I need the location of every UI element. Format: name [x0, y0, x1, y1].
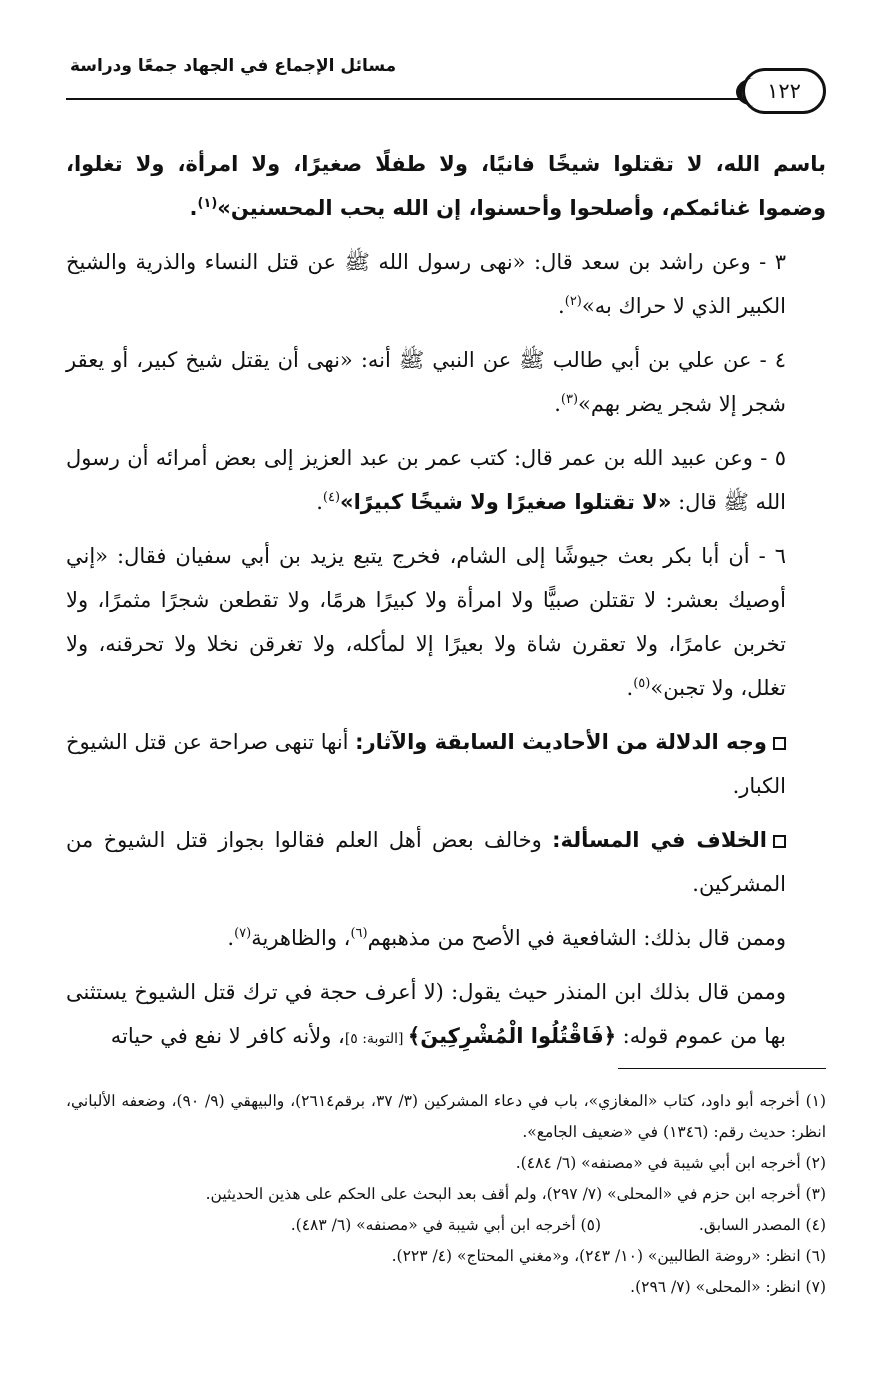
page-header	[0, 40, 885, 120]
section-heading: الخلاف في المسألة:	[552, 828, 767, 852]
main-text	[66, 142, 826, 1071]
paragraph-ibn-mundhir	[66, 970, 826, 1061]
footnote-7: (٧) انظر: «المحلى» (٧/ ٢٩٦).	[630, 1278, 826, 1296]
paragraph-text: وممن قال بذلك: الشافعية في الأصح من مذهبهم	[367, 926, 786, 950]
paragraph-proponents: وممن قال بذلك: الشافعية في الأصح من مذهبهم$^{(٦)}$، والظاهرية$^{(٧)}$.	[227, 926, 786, 950]
paragraph-text: عن النبي ﷺ أنه: «نهى أن يقتل شيخ كبير، أو يعقر شجر إلا شجر يضر بهم»	[66, 348, 786, 416]
square-bullet-icon	[773, 835, 786, 848]
running-title: مسائل الإجماع في الجهاد جمعًا ودراسة	[70, 56, 397, 76]
paragraph-text: وممن قال بذلك ابن المنذر حيث يقول: (لا أعرف حجة في ترك قتل الشيوخ يستثنى بها من عموم قوله:	[66, 980, 786, 1048]
paragraph-item-6: ٦ - أن أبا بكر بعث جيوشًا إلى الشام، فخرج يتبع يزيد بن أبي سفيان فقال: «إني أوصيك بعشر: لا تقتلن صبيًّا ولا امرأة ولا كبيرًا هرمًا، ولا تقطعن شجرًا مثمرًا، ولا تخربن عامرًا، ولا تعقرن شاة ولا بعيرًا إلا لمأكله، ولا تغرقن نخلا ولا تحرقنه، ولا تغلل، ولا تجبن»$^{(٥)}$.	[66, 544, 786, 700]
paragraph-text: ٤ - عن علي بن أبي طالب	[544, 348, 786, 372]
footnote-separator	[618, 1068, 826, 1069]
footnote-3: (٣) أخرجه ابن حزم في «المحلى» (٧/ ٢٩٧)، ولم أقف بعد البحث على الحكم على هذين الحديثين.	[205, 1185, 826, 1203]
quran-verse: ﴿فَاقْتُلُوا الْمُشْرِكِينَ﴾	[407, 1024, 616, 1048]
paragraph-item-3: ٣ - وعن راشد بن سعد قال: «نهى رسول الله ﷺ عن قتل النساء والذرية والشيخ الكبير الذي لا حراك به»$^{(٢)}$.	[66, 250, 786, 318]
paragraph-text: ٦ - أن أبا بكر بعث جيوشًا إلى الشام، فخرج يتبع يزيد بن أبي سفيان فقال: «إني أوصيك بعشر: لا تقتلن صبيًّا ولا امرأة ولا كبيرًا هرمًا، ولا تقطعن شجرًا مثمرًا، ولا تخربن عامرًا، ولا تعقرن شاة ولا بعيرًا إلا لمأكله، ولا تغرقن نخلا ولا تحرقنه، ولا تغلل، ولا تجبن»	[66, 544, 786, 700]
paragraph-text: وخالف بعض أهل العلم فقالوا بجواز قتل الشيوخ من المشركين.	[66, 828, 786, 896]
honorific-glyph: ﷺ	[519, 348, 545, 372]
paragraph-text: ٣ - وعن راشد بن سعد قال: «نهى رسول الله ﷺ عن قتل النساء والذرية والشيخ الكبير الذي لا حراك به»	[66, 250, 786, 318]
verse-reference: [التوبة: ٥]	[344, 1031, 408, 1047]
paragraph-item-5: ٥ - وعن عبيد الله بن عمر قال: كتب عمر بن عبد العزيز إلى بعض أمرائه أن رسول الله ﷺ قال: «لا تقتلوا صغيرًا ولا شيخًا كبيرًا»$^{(٤)}$.	[66, 446, 786, 514]
footnote-row	[66, 1210, 826, 1241]
section-heading: وجه الدلالة من الأحاديث السابقة والآثار:	[355, 730, 767, 754]
footnote-ref-2: (٢)	[564, 294, 582, 309]
footnotes	[66, 1086, 826, 1303]
paragraph-text: ، ولأنه كافر لا نفع في حياته	[110, 1024, 345, 1048]
paragraph-text: باسم الله، لا تقتلوا شيخًا فانيًا، ولا طفلًا صغيرًا، ولا امرأة، ولا تغلوا، وضموا غنائمكم، وأصلحوا وأحسنوا، إن الله يحب المحسنين»	[66, 152, 826, 220]
footnote-ref-3: (٣)	[560, 392, 579, 407]
footnote-2: (٢) أخرجه ابن أبي شيبة في «مصنفه» (٦/ ٤٨٤).	[515, 1154, 826, 1172]
footnote-6: (٦) انظر: «روضة الطالبين» (١٠/ ٢٤٣)، و«مغني المحتاج» (٤/ ٢٢٣).	[391, 1247, 826, 1265]
paragraph-evidence	[66, 720, 826, 808]
paragraph-text: ٥ - وعن عبيد الله بن عمر قال: كتب عمر بن عبد العزيز إلى بعض أمرائه أن رسول الله ﷺ قال:	[66, 446, 786, 514]
paragraph-text: ، والظاهرية	[251, 926, 351, 950]
footnote-ref-1: (١)	[197, 196, 218, 211]
paragraph-item-4: ٤ - عن علي بن أبي طالب ﷺ عن النبي ﷺ أنه: «نهى أن يقتل شيخ كبير، أو يعقر شجر إلا شجر يضر بهم»$^{(٣)}$.	[66, 348, 786, 416]
footnote-ref-5: (٥)	[633, 676, 651, 691]
paragraph-disagreement	[66, 818, 826, 906]
bold-quote: «لا تقتلوا صغيرًا ولا شيخًا كبيرًا»	[340, 490, 672, 514]
footnote-4: (٤) المصدر السابق.	[698, 1216, 826, 1234]
header-rule	[66, 98, 756, 100]
footnote-5: (٥) أخرجه ابن أبي شيبة في «مصنفه» (٦/ ٤٨٣).	[290, 1216, 601, 1234]
footnote-ref-6: (٦)	[350, 926, 368, 941]
footnote-ref-4: (٤)	[322, 490, 341, 505]
footnote-ref-7: (٧)	[234, 926, 252, 941]
paragraph-text: أنها تنهى صراحة عن قتل الشيوخ الكبار.	[66, 730, 786, 798]
page-number-badge	[742, 68, 826, 114]
footnote-1: (١) أخرجه أبو داود، كتاب «المغازي»، باب في دعاء المشركين (٣/ ٣٧، برقم٢٦١٤)، والبيهقي (٩/ ٩٠)، وضعفه الألباني، انظر: حديث رقم: (١٣٤٦) في «ضعيف الجامع».	[66, 1092, 827, 1141]
paragraph-hadith-continued: باسم الله، لا تقتلوا شيخًا فانيًا، ولا طفلًا صغيرًا، ولا امرأة، ولا تغلوا، وضموا غنائمكم، وأصلحوا وأحسنوا، إن الله يحب المحسنين»$^{(١)}$.	[66, 152, 826, 220]
square-bullet-icon	[773, 737, 786, 750]
page-number: ١٢٢	[767, 79, 801, 103]
